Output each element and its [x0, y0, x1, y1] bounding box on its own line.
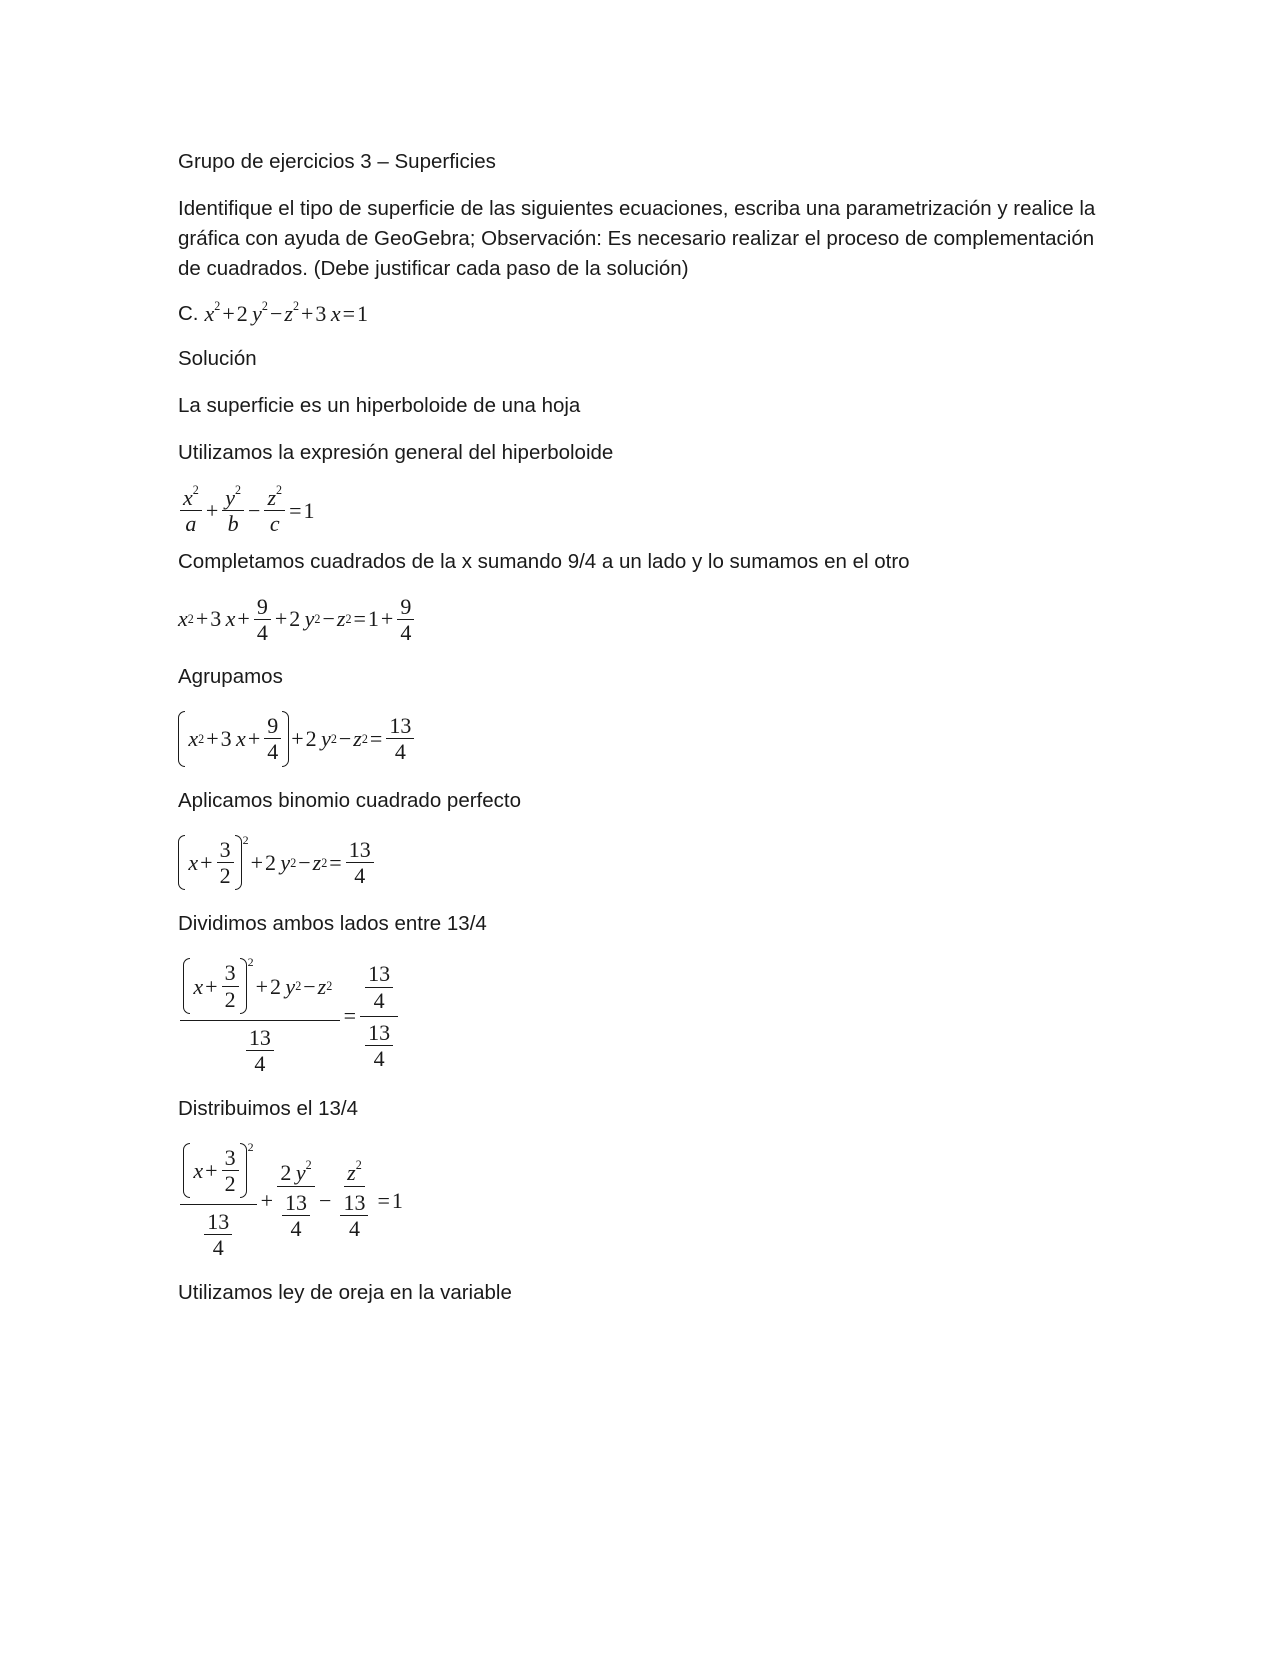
equation-general-hyperboloid: $\frac{x^2}{a}$ + $\frac{y^2}{b}$ − $\frac{z^2}{c}$ = 1: [178, 485, 1108, 537]
equation-distributed: x + $\frac{3}{2}$ 2 $\frac{13}{4}$ + $\frac{2 y^2}{\frac{13}{4}}$ − $\frac{z^2}{\frac{13}{4}}$ = 1: [178, 1141, 1108, 1261]
document-title: Grupo de ejercicios 3 – Superficies: [178, 150, 496, 173]
equation-original: $x^2+2$ $y^2-z^2+3$ x=1: [204, 299, 368, 326]
solution-heading: Solución: [178, 347, 257, 370]
step-text-8: Utilizamos ley de oreja en la variable: [178, 1280, 512, 1304]
instructions-paragraph: Identifique el tipo de superficie de las siguientes ecuaciones, escriba una parametrización y realice la gráfica con ayuda de GeoGebra; Observación: Es necesario realizar el proceso de complementación de cuadrados. (Debe justificar cada paso de la solución): [178, 197, 1096, 280]
equation-divided: x + $\frac{3}{2}$ 2 + 2 y 2 − z 2 $\frac{13}{4}$ = $\frac{\frac{13}{4}}{\frac{13}{4}}$: [178, 956, 1108, 1076]
step-text-1: La superficie es un hiperboloide de una hoja: [178, 394, 581, 417]
step-text-7: Distribuimos el 13/4: [178, 1096, 359, 1120]
step-text-4: Agrupamos: [178, 665, 283, 689]
equation-complete-square: x 2 + 3 x + $\frac{9}{4}$ + 2 y 2 − z 2 = 1 + $\frac{9}{4}$: [178, 594, 1108, 646]
step-text-3: Completamos cuadrados de la x sumando 9/4 a un lado y lo sumamos en el otro: [178, 549, 910, 573]
equation-grouped: x 2 + 3 x + $\frac{9}{4}$ + 2 y 2 − z 2 = $\frac{13}{4}$: [178, 709, 1108, 769]
exercise-label: C.: [178, 302, 199, 325]
exercise-equation: [178, 301, 1108, 327]
step-text-5: Aplicamos binomio cuadrado perfecto: [178, 788, 521, 812]
document-body: [178, 147, 1108, 1325]
step-text-6: Dividimos ambos lados entre 13/4: [178, 912, 487, 936]
equation-perfect-square: x + $\frac{3}{2}$ 2 + 2 y 2 − z 2 = $\frac{13}{4}$: [178, 833, 1108, 893]
step-text-2: Utilizamos la expresión general del hiperboloide: [178, 441, 614, 464]
